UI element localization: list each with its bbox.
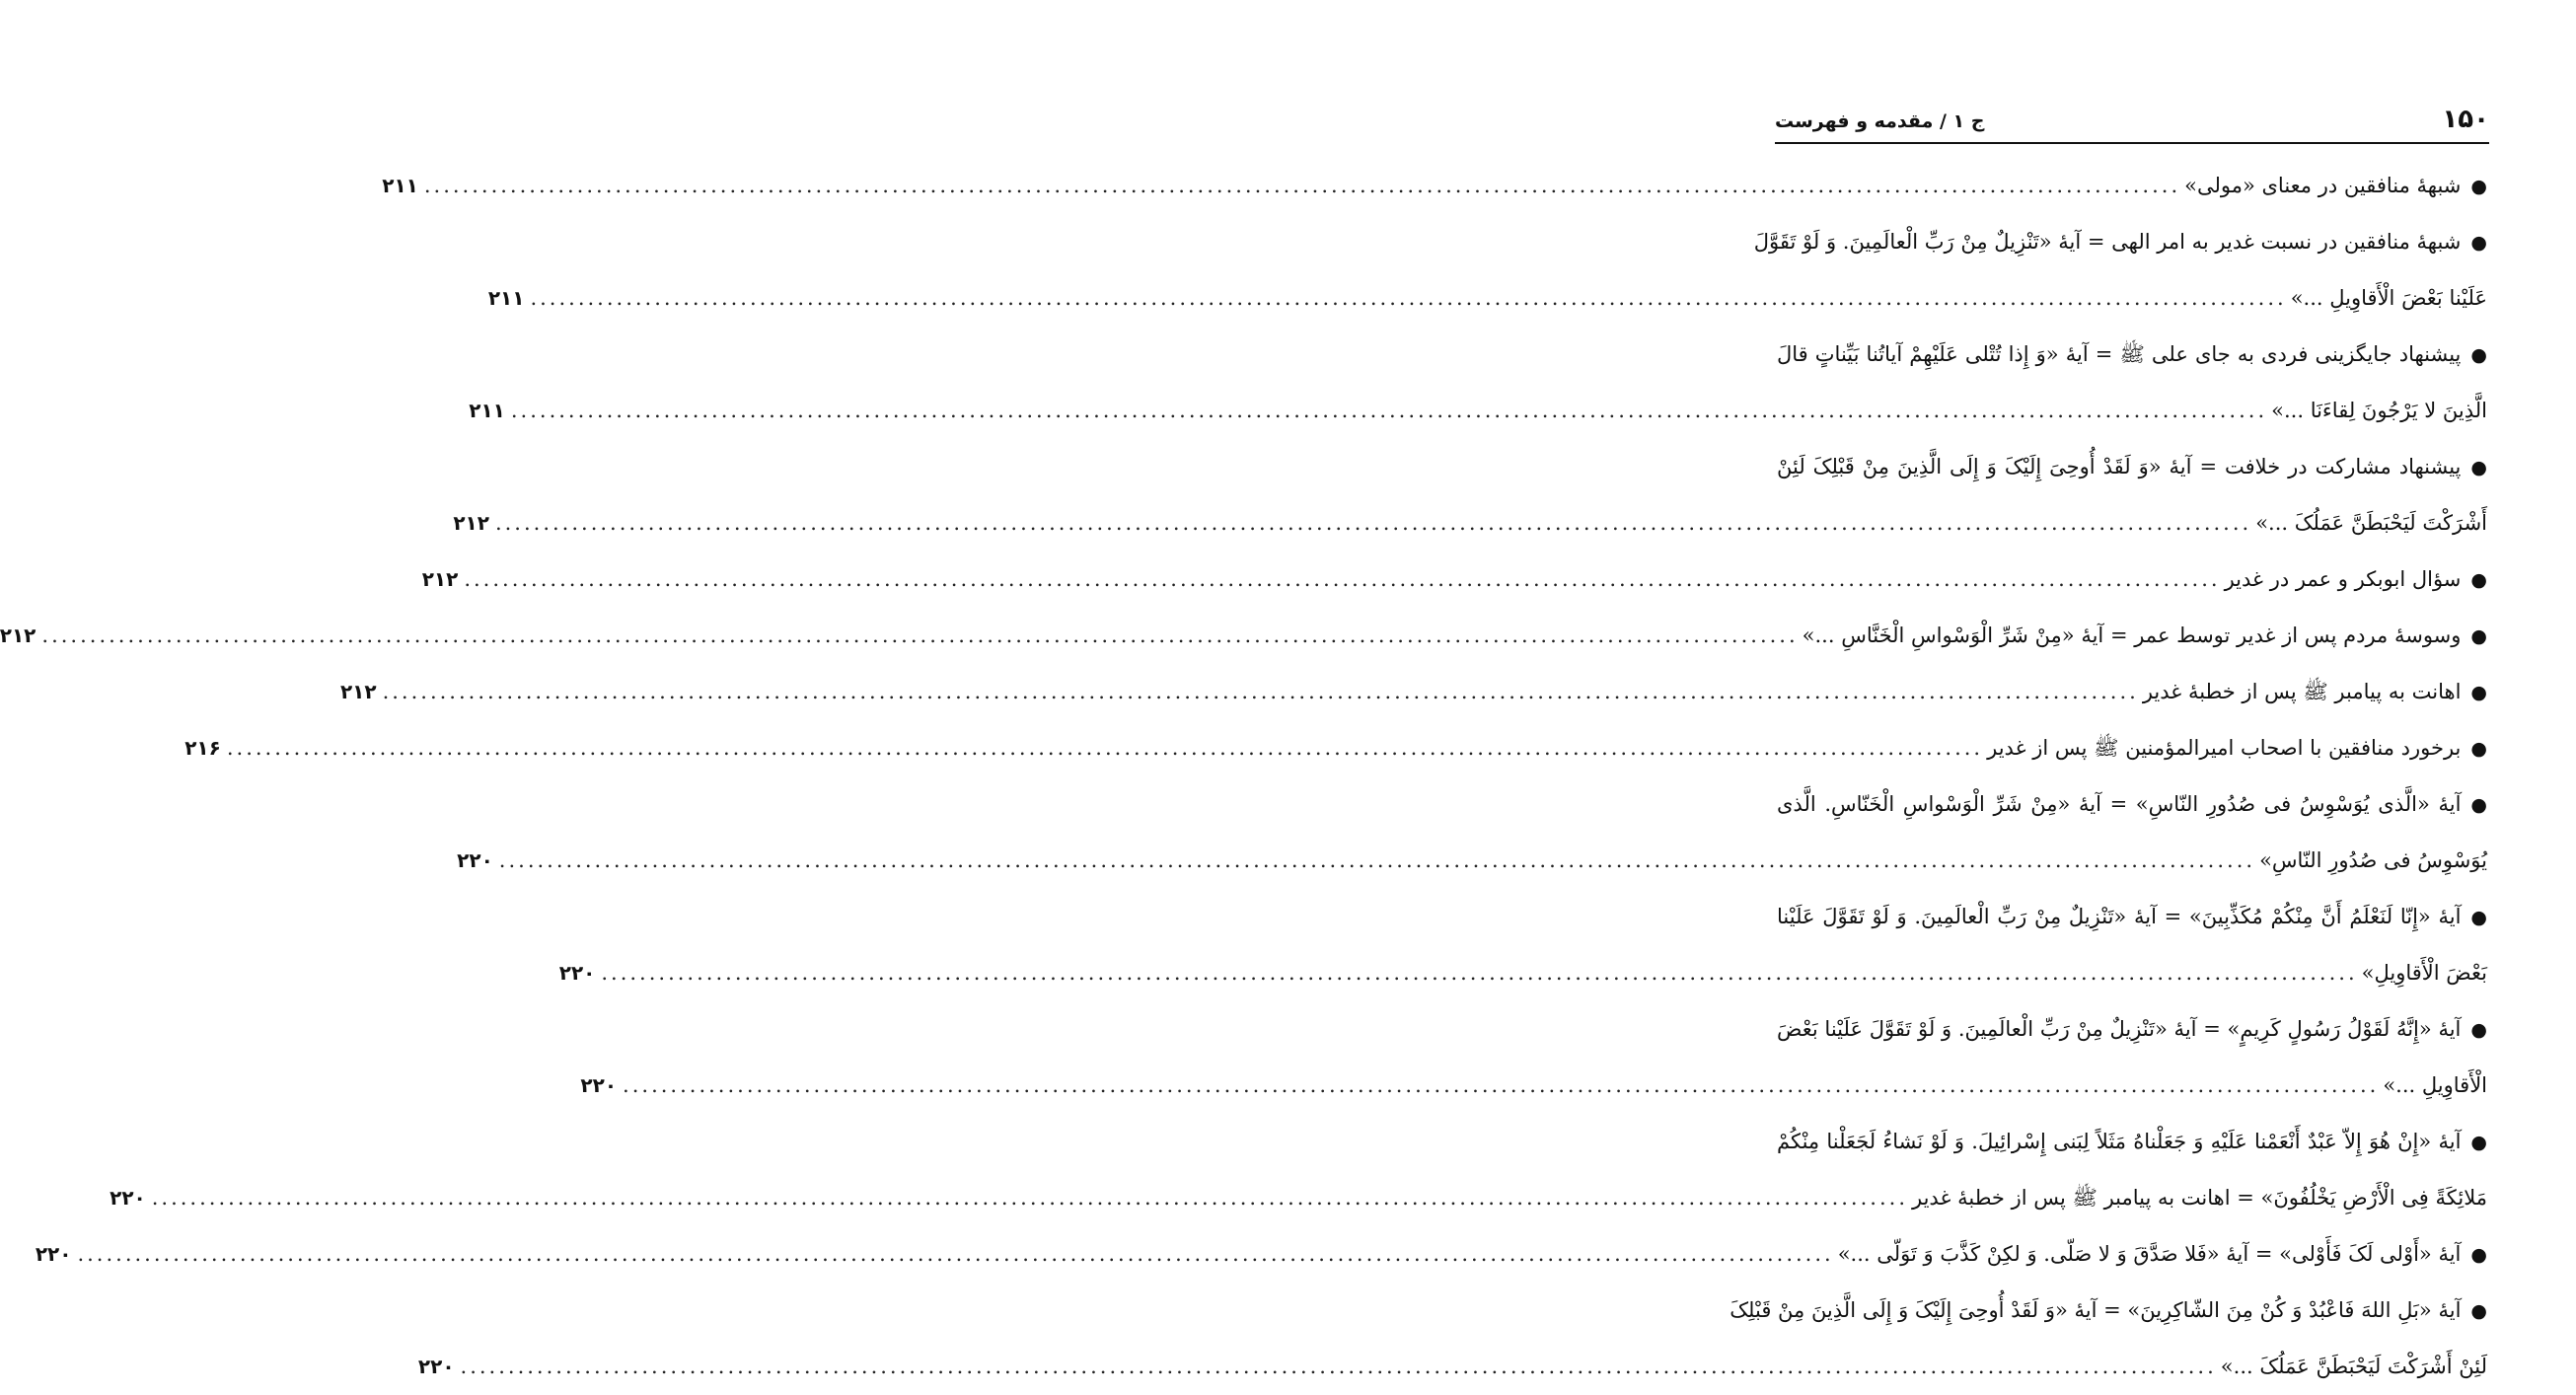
dot-leader — [601, 945, 2357, 1001]
toc-entry-line — [1777, 1114, 2487, 1170]
toc-entry-line — [469, 383, 2487, 439]
toc-entry — [457, 776, 2487, 889]
bullet-icon: ● — [2470, 682, 2487, 703]
toc-entry-text: پیشنهاد جایگزینی فردی به جای علی ﷺ = آیۀ «وَ إِذا تُتْلی عَلَیْهِمْ آیاتُنا بَیِّناتٍ قالَ — [1777, 342, 2462, 366]
toc-entry-line — [1777, 776, 2487, 833]
toc-page-number: ۲۱۱ — [469, 399, 505, 422]
toc-entry — [558, 889, 2487, 1001]
toc-entry-text: آیۀ «الَّذی یُوَسْوِسُ فی صُدُورِ النّاسِ» = آیۀ «مِنْ شَرِّ الْوَسْواسِ الْخَنّاسِ. الَّذی — [1777, 792, 2462, 816]
bullet-icon: ● — [2470, 344, 2487, 366]
toc-entry-text: یُوَسْوِسُ فی صُدُورِ النّاسِ» — [2259, 848, 2487, 872]
toc-entry — [184, 720, 2487, 776]
bullet-icon: ● — [2470, 232, 2487, 254]
toc-entry-text: الْأَقاوِیلِ ...» — [2383, 1073, 2487, 1097]
toc-entry-line — [1777, 889, 2487, 945]
toc-page-number: ۲۱۱ — [382, 174, 418, 197]
bullet-icon: ● — [2470, 1300, 2487, 1322]
bullet-icon: ● — [2470, 907, 2487, 928]
toc-page-number: ۲۲۰ — [417, 1355, 455, 1378]
toc-page-number: ۲۲۰ — [457, 848, 493, 872]
toc-entry — [469, 327, 2487, 439]
dot-leader — [495, 495, 2251, 551]
bullet-icon: ● — [2470, 794, 2487, 816]
toc-entry-text: اهانت به پیامبر ﷺ پس از خطبۀ غدیر — [2142, 680, 2462, 703]
toc-entry-text: وسوسۀ مردم پس از غدیر توسط عمر = آیۀ «مِنْ شَرِّ الْوَسْواسِ الْخَنَّاسِ ...» — [1802, 624, 2462, 647]
toc-entry-text: آیۀ «إِنّا لَنَعْلَمُ أَنَّ مِنْکُمْ مُکَذِّبِینَ» = آیۀ «تَنْزِیلٌ مِنْ رَبِّ الْعالَمِینَ. وَ لَوْ تَقَوَّلَ عَلَیْنا — [1777, 905, 2462, 928]
toc-entry — [35, 1226, 2487, 1283]
toc-entry-text: لَئِنْ أَشْرَکْتَ لَیَحْبَطَنَّ عَمَلُکَ ...» — [2220, 1355, 2487, 1378]
toc-entry-text: آیۀ «إِنَّهُ لَقَوْلُ رَسُولٍ کَرِیمٍ» = آیۀ «تَنْزِیلٌ مِنْ رَبِّ الْعالَمِینَ. وَ لَوْ تَقَوَّلَ عَلَیْنا بَعْضَ — [1777, 1017, 2462, 1041]
toc-entry-line — [184, 720, 2487, 776]
toc-entry-line — [110, 1170, 2487, 1226]
table-of-contents — [0, 158, 2487, 1395]
bullet-icon: ● — [2470, 1132, 2487, 1153]
bullet-icon: ● — [2470, 625, 2487, 647]
toc-entry — [580, 1001, 2487, 1114]
toc-entry-text: شبهۀ منافقین در نسبت غدیر به امر الهی = آیۀ «تَنْزِیلٌ مِنْ رَبِّ الْعالَمِینَ. وَ لَوْ تَقَوَّلَ — [1753, 230, 2462, 254]
toc-page-number: ۲۱۲ — [0, 624, 37, 647]
running-title: ج ۱ / مقدمه و فهرست — [1775, 110, 1985, 132]
toc-page-number: ۲۲۰ — [580, 1073, 618, 1097]
bullet-icon: ● — [2470, 1244, 2487, 1266]
toc-entry — [487, 214, 2487, 327]
toc-entry-line — [417, 1339, 2487, 1395]
toc-entry-text: عَلَیْنا بَعْضَ الْأَقاوِیلِ ...» — [2290, 286, 2487, 310]
dot-leader — [461, 1339, 2217, 1395]
toc-entry-line — [453, 495, 2487, 551]
dot-leader — [623, 1058, 2379, 1114]
toc-entry-line — [421, 551, 2487, 608]
toc-entry-text: بَعْضَ الْأَقاوِیلِ» — [2361, 961, 2487, 985]
page-header — [1775, 97, 2489, 144]
toc-entry-line — [35, 1226, 2487, 1283]
toc-entry — [339, 664, 2487, 720]
toc-entry — [453, 439, 2487, 551]
toc-entry — [417, 1283, 2487, 1395]
toc-entry-text: آیۀ «بَلِ اللهَ فَاعْبُدْ وَ کُنْ مِنَ الشّاکِرِینَ» = آیۀ «وَ لَقَدْ أُوحِیَ إِلَیْکَ وَ إِلَی الَّذِینَ مِنْ قَبْلِکَ — [1730, 1298, 2462, 1322]
toc-entry-text: مَلائِکَةً فِی الْأَرْضِ یَخْلُفُونَ» = اهانت به پیامبر ﷺ پس از خطبۀ غدیر — [1912, 1186, 2487, 1210]
toc-page-number: ۲۱۲ — [339, 680, 377, 703]
toc-page-number: ۲۲۰ — [558, 961, 596, 985]
bullet-icon: ● — [2470, 738, 2487, 760]
toc-entry-text: آیۀ «إِنْ هُوَ إِلاّ عَبْدٌ أَنْعَمْنا عَلَیْهِ وَ جَعَلْناهُ مَثَلاً لِبَنی إِسْرائِیلَ. وَ لَوْ نَشاءُ لَجَعَلْنا مِنْکُمْ — [1777, 1130, 2462, 1153]
toc-entry-line — [558, 945, 2487, 1001]
toc-entry-text: آیۀ «أَوْلی لَکَ فَأَوْلی» = آیۀ «فَلا صَدَّقَ وَ لا صَلّی. وَ لکِنْ کَذَّبَ وَ تَوَلّی ...» — [1837, 1242, 2462, 1266]
toc-entry-line — [1777, 1001, 2487, 1058]
toc-entry-line — [382, 158, 2487, 214]
toc-entry-text: پیشنهاد مشارکت در خلافت = آیۀ «وَ لَقَدْ أُوحِیَ إِلَیْکَ وَ إِلَی الَّذِینَ مِنْ قَبْلِکَ لَئِنْ — [1777, 455, 2462, 478]
dot-leader — [41, 608, 1798, 664]
toc-entry-text: سؤال ابوبکر و عمر در غدیر — [2224, 567, 2462, 591]
toc-entry-line — [1753, 214, 2487, 270]
dot-leader — [424, 158, 2180, 214]
toc-page-number: ۲۱۶ — [184, 736, 221, 760]
toc-entry-text: الَّذِینَ لا یَرْجُونَ لِقاءَنَا ...» — [2271, 399, 2487, 422]
toc-entry-line — [1777, 327, 2487, 383]
dot-leader — [499, 833, 2255, 889]
toc-entry-text: أَشْرَکْتَ لَیَحْبَطَنَّ عَمَلُکَ ...» — [2255, 511, 2487, 535]
toc-entry — [0, 608, 2487, 664]
dot-leader — [77, 1226, 1833, 1283]
toc-entry — [110, 1114, 2487, 1226]
bullet-icon: ● — [2470, 1019, 2487, 1041]
dot-leader — [152, 1170, 1908, 1226]
toc-page-number: ۲۱۲ — [453, 511, 489, 535]
toc-entry-line — [487, 270, 2487, 327]
dot-leader — [227, 720, 1983, 776]
toc-entry-line — [457, 833, 2487, 889]
bullet-icon: ● — [2470, 569, 2487, 591]
bullet-icon: ● — [2470, 176, 2487, 197]
toc-entry-text: برخورد منافقین با اصحاب امیرالمؤمنین ﷺ پس از غدیر — [1987, 736, 2462, 760]
bullet-icon: ● — [2470, 457, 2487, 478]
toc-entry-line — [0, 608, 2487, 664]
dot-leader — [383, 664, 2139, 720]
toc-page-number: ۲۲۰ — [35, 1242, 72, 1266]
toc-entry-line — [339, 664, 2487, 720]
dot-leader — [530, 270, 2286, 327]
toc-entry-text: شبهۀ منافقین در معنای «مولی» — [2184, 174, 2462, 197]
toc-entry-line — [1777, 439, 2487, 495]
toc-entry — [382, 158, 2487, 214]
dot-leader — [464, 551, 2220, 608]
page-number: ۱۵۰ — [2442, 105, 2489, 134]
toc-entry-line — [1730, 1283, 2487, 1339]
toc-page-number: ۲۲۰ — [110, 1186, 146, 1210]
toc-entry — [421, 551, 2487, 608]
toc-page-number: ۲۱۱ — [487, 286, 525, 310]
dot-leader — [511, 383, 2267, 439]
toc-page-number: ۲۱۲ — [421, 567, 459, 591]
toc-entry-line — [580, 1058, 2487, 1114]
